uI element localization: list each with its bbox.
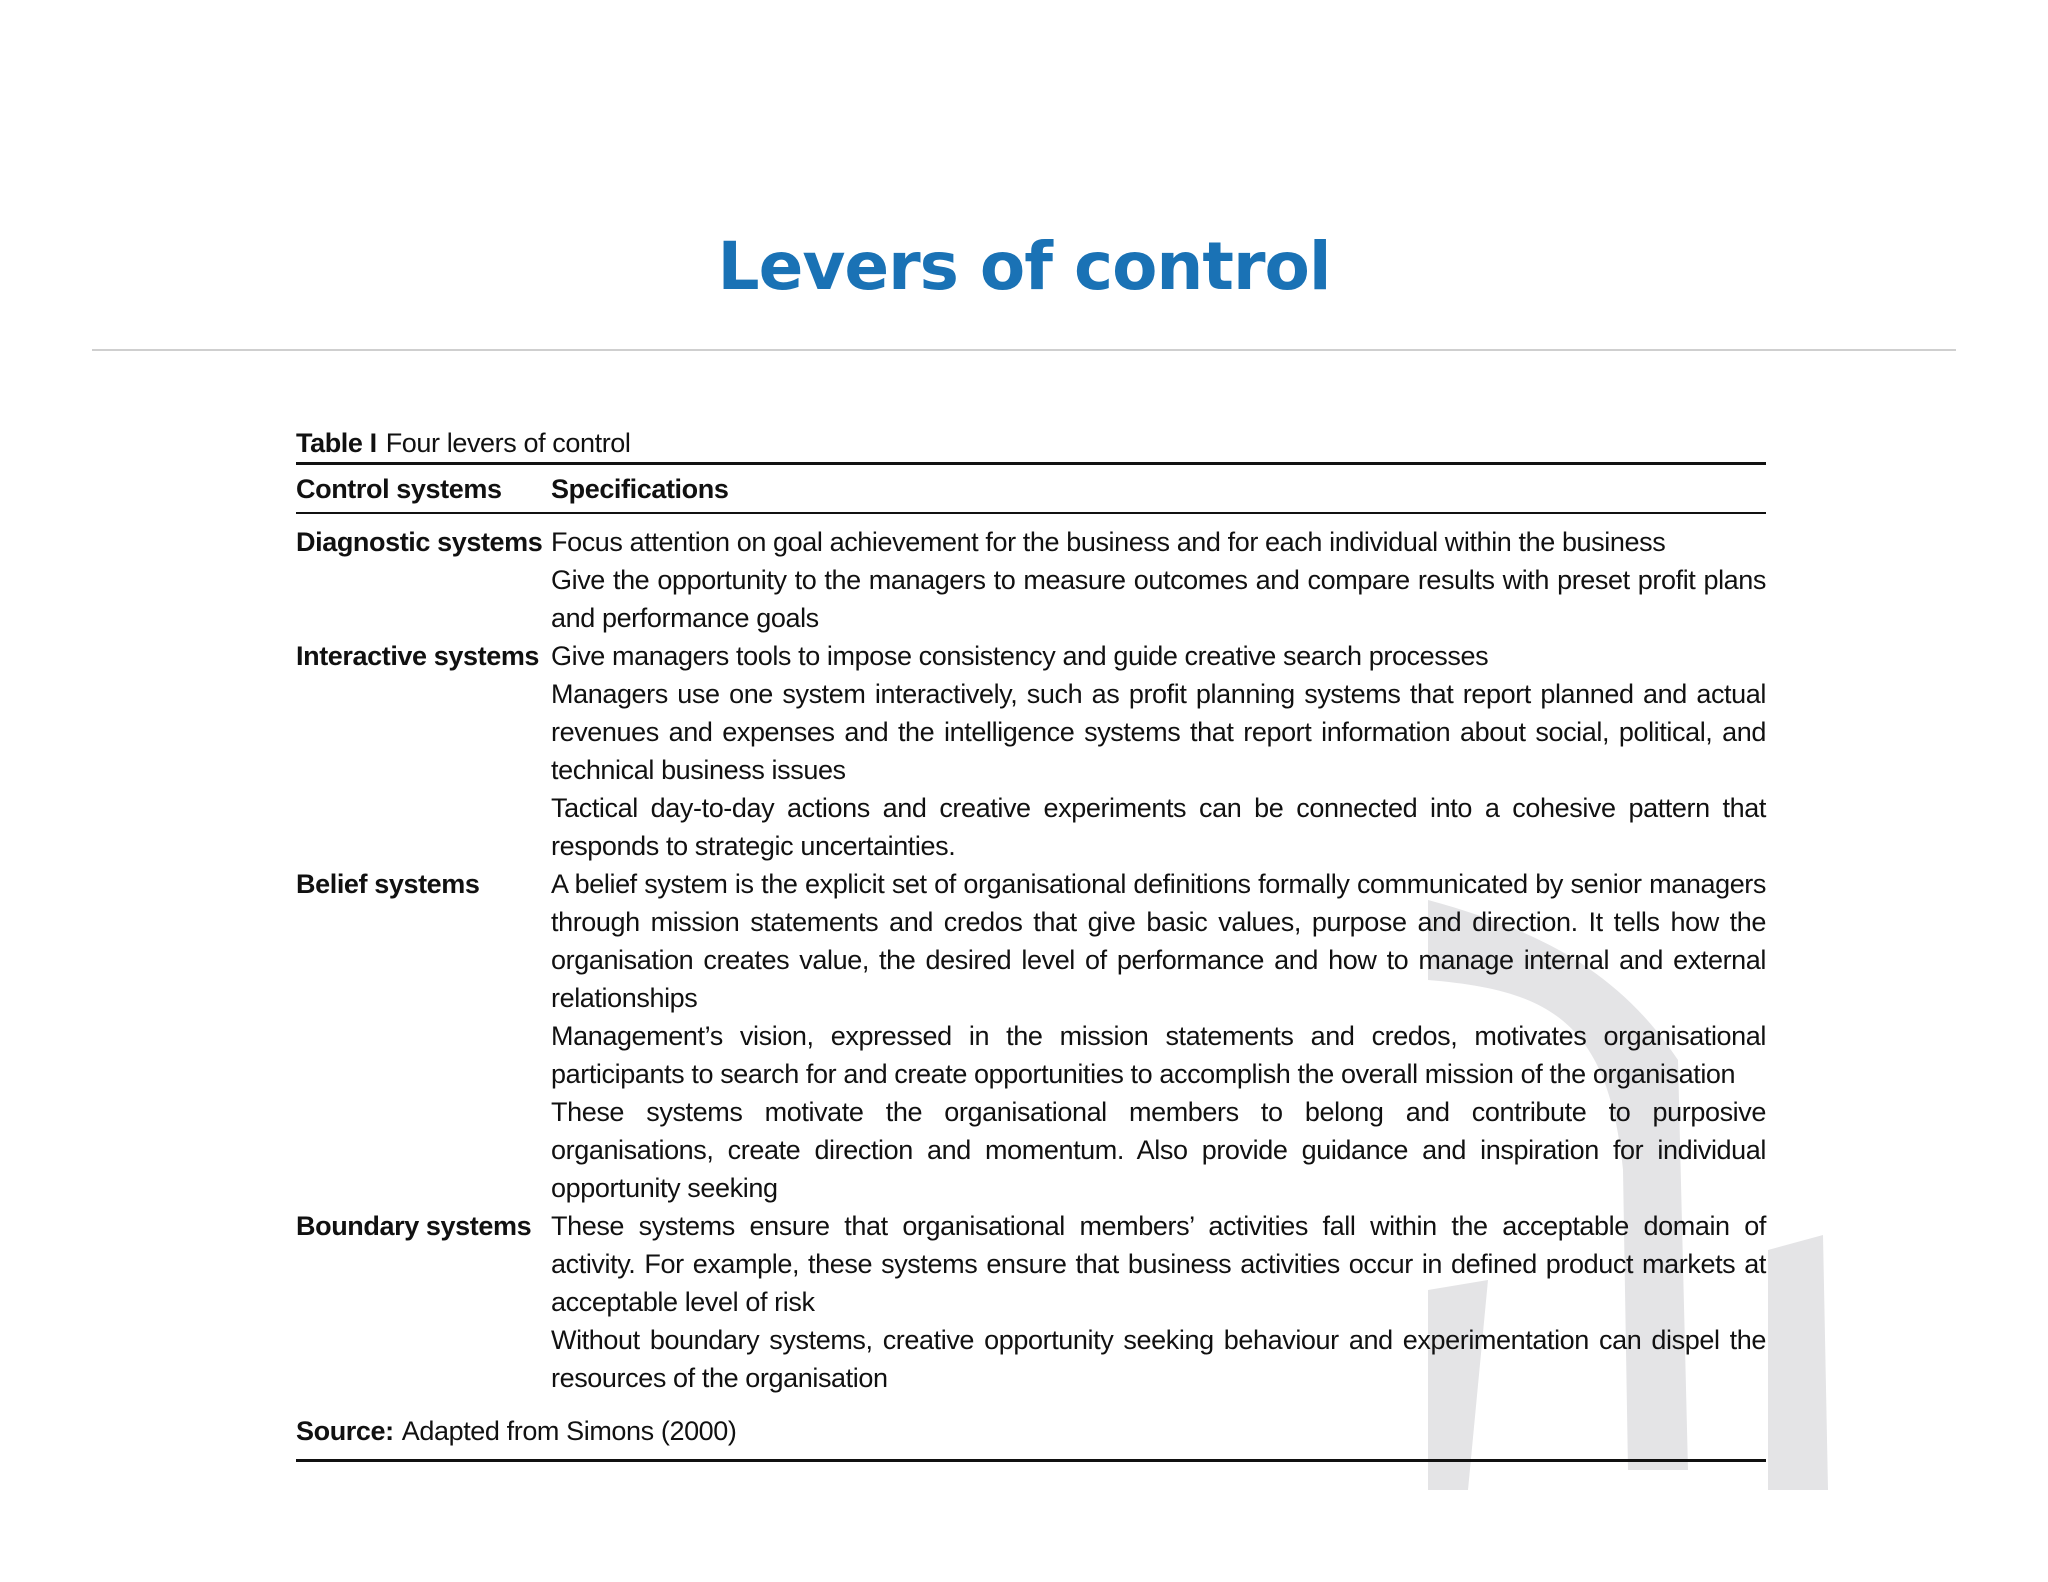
table-row: [296, 637, 1766, 865]
source-label: Source:: [296, 1416, 394, 1446]
row-specs: [551, 865, 1766, 1207]
title-divider: [92, 349, 1956, 351]
row-system-belief: Belief systems: [296, 869, 480, 899]
row-system-interactive: Interactive systems: [296, 641, 540, 671]
spec-item: These systems motivate the organisational members to belong and contribute to purposive organisations, create direction and momentum. Also provide guidance and inspiration for individual opportunity seeking: [551, 1097, 1766, 1203]
row-specs: [551, 1207, 1766, 1397]
table-row: [296, 1207, 1766, 1397]
caption-label: Table I: [296, 428, 377, 458]
spec-item: Focus attention on goal achievement for the business and for each individual within the business: [551, 527, 1666, 557]
spec-item: Give managers tools to impose consistency and guide creative search processes: [551, 641, 1489, 671]
table-row: [296, 523, 1766, 637]
table-bottom-rule: [296, 1459, 1766, 1462]
spec-item: Management’s vision, expressed in the mission statements and credos, motivates organisational participants to search for and create opportunities to accomplish the overall mission of the organisation: [551, 1021, 1766, 1089]
row-specs: [551, 637, 1766, 865]
spec-item: A belief system is the explicit set of organisational definitions formally communicated by senior managers through mission statements and credos that give basic values, purpose and direction. It tells how the organisation creates value, the desired level of performance and how to manage internal and external relationships: [551, 869, 1766, 1013]
spec-item: These systems ensure that organisational members’ activities fall within the acceptable domain of activity. For example, these systems ensure that business activities occur in defined product markets at acceptable level of risk: [551, 1211, 1766, 1317]
table-caption: [296, 424, 1766, 462]
row-specs: [551, 523, 1766, 637]
spec-item: Managers use one system interactively, such as profit planning systems that report planned and actual revenues and expenses and the intelligence systems that report information about social, political, and technical business issues: [551, 679, 1766, 785]
table-source: [296, 1411, 1766, 1451]
table-header-row: [296, 465, 1766, 512]
table-row: [296, 865, 1766, 1207]
caption-text: Four levers of control: [385, 428, 631, 458]
source-text: Adapted from Simons (2000): [401, 1416, 737, 1446]
header-control-systems: Control systems: [296, 473, 502, 504]
levers-table: [296, 424, 1766, 1462]
table-body: [296, 514, 1766, 1397]
spec-item: Tactical day-to-day actions and creative experiments can be connected into a cohesive pattern that responds to strategic uncertainties.: [551, 793, 1766, 861]
row-system-boundary: Boundary systems: [296, 1211, 532, 1241]
spec-item: Without boundary systems, creative opportunity seeking behaviour and experimentation can dispel the resources of the organisation: [551, 1325, 1766, 1393]
spec-item: Give the opportunity to the managers to measure outcomes and compare results with preset profit plans and performance goals: [551, 565, 1766, 633]
page-title: Levers of control: [717, 228, 1331, 305]
header-specifications: Specifications: [551, 473, 729, 504]
row-system-diagnostic: Diagnostic systems: [296, 527, 543, 557]
